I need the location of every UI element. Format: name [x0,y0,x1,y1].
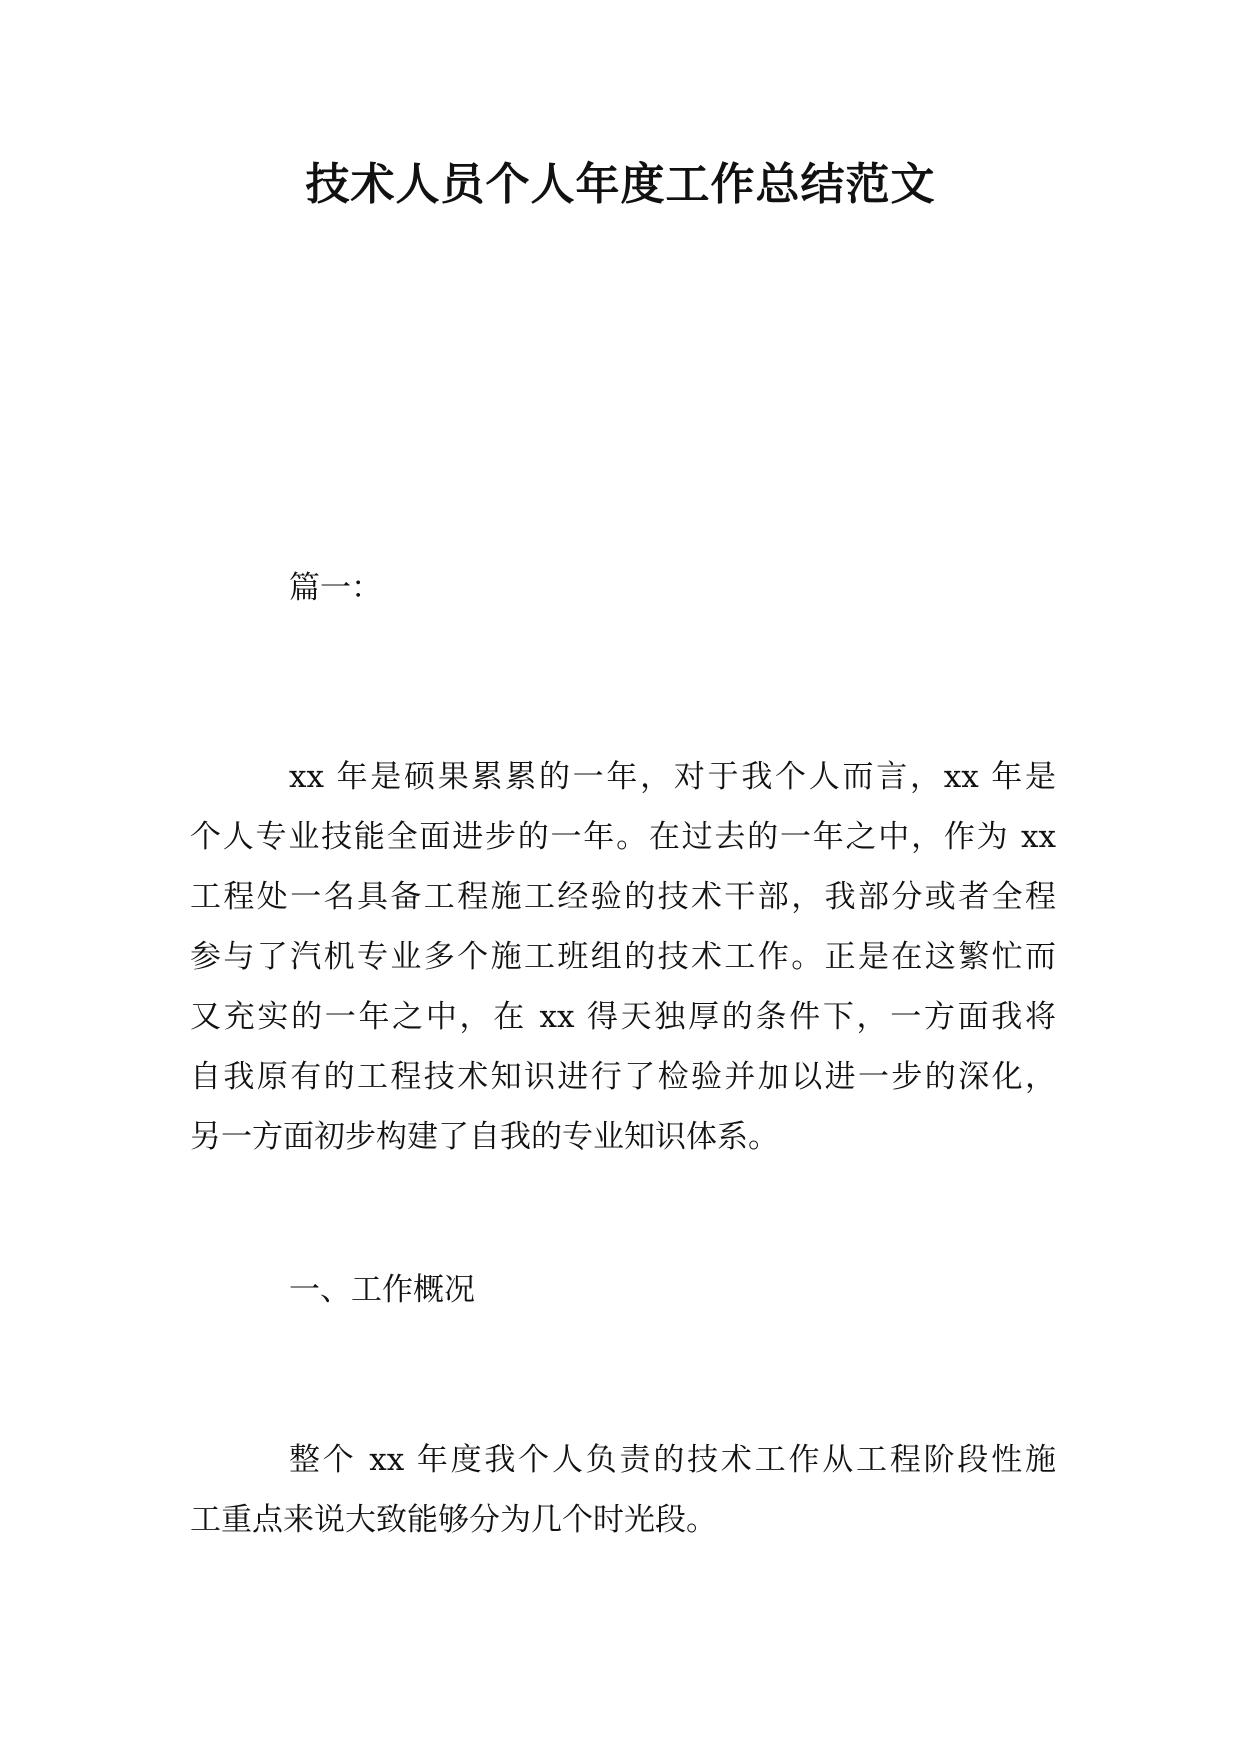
paragraph-line: xx 年是硕果累累的一年，对于我个人而言，xx 年是 [289,759,1056,795]
paragraph-line: 自我原有的工程技术知识进行了检验并加以进一步的深化， [190,1059,1056,1095]
section-paragraph [190,1430,1056,1550]
paragraph-line: 个人专业技能全面进步的一年。在过去的一年之中，作为 xx [190,819,1056,855]
part-label: 篇一： [289,570,382,606]
section-heading: 一、工作概况 [289,1272,475,1308]
paragraph-line: 工重点来说大致能够分为几个时光段。 [190,1502,717,1538]
paragraph-line: 另一方面初步构建了自我的专业知识体系。 [190,1119,779,1155]
paragraph-line: 整个 xx 年度我个人负责的技术工作从工程阶段性施 [289,1442,1056,1478]
paragraph-line: 又充实的一年之中，在 xx 得天独厚的条件下，一方面我将 [190,999,1056,1035]
document-title: 技术人员个人年度工作总结范文 [305,159,936,210]
intro-paragraph [190,747,1056,1167]
paragraph-line: 工程处一名具备工程施工经验的技术干部，我部分或者全程 [190,879,1056,915]
paragraph-line: 参与了汽机专业多个施工班组的技术工作。正是在这繁忙而 [190,939,1056,975]
